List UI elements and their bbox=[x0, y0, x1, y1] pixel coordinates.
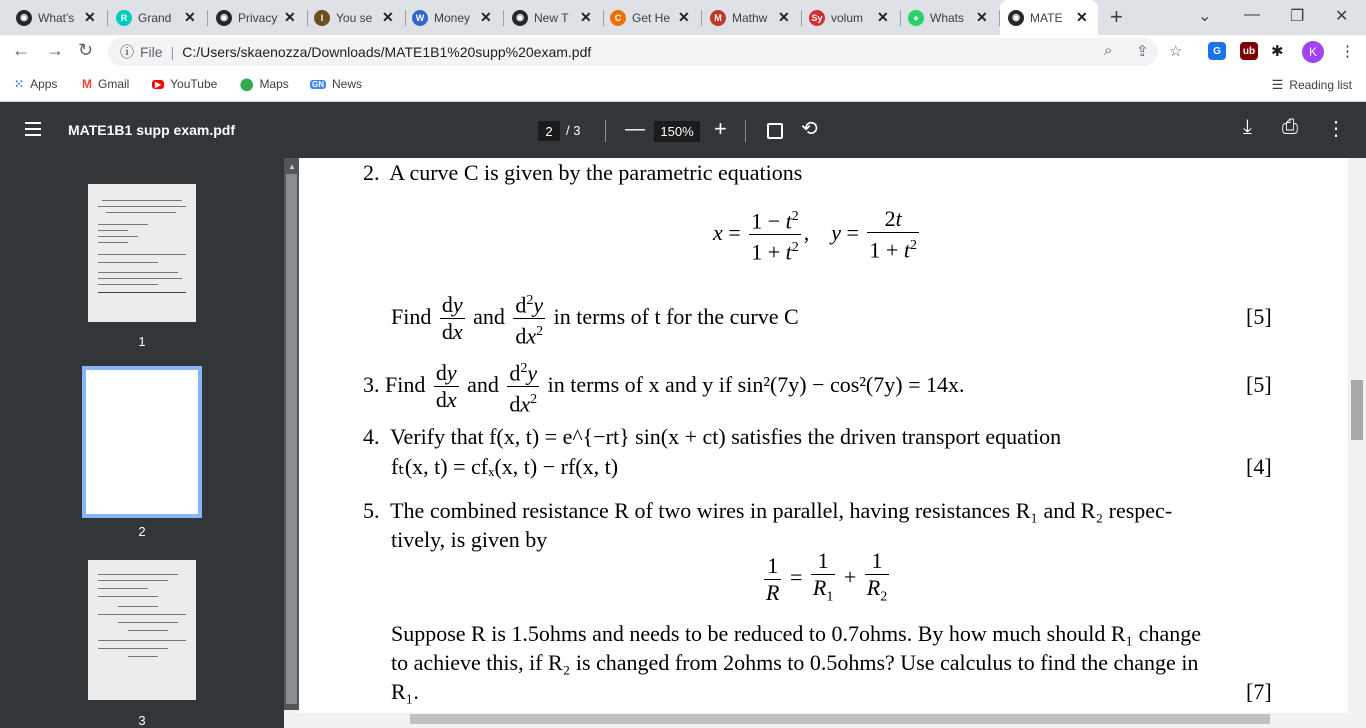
thumbnail-number: 2 bbox=[138, 524, 146, 539]
close-tab-icon[interactable]: ✕ bbox=[480, 9, 492, 25]
pdf-page bbox=[299, 158, 1348, 713]
bookmark-label: YouTube bbox=[170, 77, 218, 91]
browser-tab[interactable] bbox=[208, 0, 308, 35]
bookmark-apps[interactable] bbox=[14, 77, 57, 91]
browser-tab[interactable] bbox=[404, 0, 504, 35]
tab-title: MATE bbox=[1030, 10, 1063, 25]
question-2-intro bbox=[363, 160, 802, 186]
question-number: 3. bbox=[363, 371, 380, 397]
thumbnail-page-3[interactable] bbox=[88, 560, 196, 700]
github-icon: ◉ bbox=[1008, 10, 1024, 26]
close-tab-icon[interactable]: ✕ bbox=[877, 9, 889, 25]
page-vertical-scrollbar[interactable] bbox=[1348, 158, 1366, 713]
reload-icon[interactable]: ↻ bbox=[78, 40, 94, 60]
github-icon: ◉ bbox=[216, 10, 232, 26]
minimize-button[interactable]: — bbox=[1244, 6, 1260, 23]
tab-strip bbox=[0, 0, 1366, 35]
maps-pin-icon: ⬤ bbox=[240, 77, 254, 91]
bookmark-gmail[interactable] bbox=[82, 77, 129, 91]
reading-list-label: Reading list bbox=[1289, 78, 1352, 92]
pdf-toolbar bbox=[0, 102, 1366, 158]
find-suffix: in terms of t for the curve C bbox=[553, 303, 799, 329]
thumbnail-number: 3 bbox=[138, 713, 146, 728]
browser-tab[interactable] bbox=[504, 0, 604, 35]
close-tab-icon[interactable]: ✕ bbox=[1076, 9, 1088, 25]
sidebar-menu-icon[interactable] bbox=[25, 122, 41, 140]
question-4-line-2: fₜ(x, t) = cfₓ(x, t) − rf(x, t) bbox=[391, 454, 619, 479]
pdf-title: MATE1B1 supp exam.pdf bbox=[68, 122, 235, 138]
question-5-para-line-3: R₁. bbox=[391, 679, 419, 704]
forward-icon[interactable]: → bbox=[46, 40, 64, 60]
question-number: 5. bbox=[363, 498, 380, 523]
tab-title: What's bbox=[38, 10, 75, 25]
print-icon[interactable]: ⎙ bbox=[1282, 116, 1298, 138]
zoom-input[interactable]: 150% bbox=[654, 121, 700, 142]
bookmark-label: Maps bbox=[259, 77, 289, 91]
close-tab-icon[interactable]: ✕ bbox=[976, 9, 988, 25]
news-icon: GN bbox=[312, 79, 324, 89]
find-word: Find bbox=[385, 371, 426, 397]
chegg-icon: C bbox=[610, 10, 626, 26]
question-text: A curve C is given by the parametric equations bbox=[389, 160, 803, 185]
close-tab-icon[interactable]: ✕ bbox=[580, 9, 592, 25]
thumbnail-page-1[interactable] bbox=[88, 184, 196, 322]
address-bar[interactable] bbox=[108, 38, 1158, 66]
question-2-find: Find $\frac{dy}{dx}$ and $\frac{d^2y}{dx^2}$ in terms of t for the curve C bbox=[391, 288, 799, 350]
close-tab-icon[interactable]: ✕ bbox=[678, 9, 690, 25]
more-options-icon[interactable]: ⋮ bbox=[1326, 118, 1346, 140]
bookmark-star-icon[interactable]: ☆ bbox=[1169, 43, 1183, 60]
ublock-extension-icon[interactable]: ub bbox=[1240, 42, 1258, 60]
github-icon: ◉ bbox=[512, 10, 528, 26]
page-number-input[interactable]: 2 bbox=[538, 121, 560, 141]
tab-search-icon[interactable]: ⌄ bbox=[1198, 8, 1212, 25]
marks-q4: [4] bbox=[1246, 454, 1272, 479]
restore-button[interactable]: ❐ bbox=[1290, 8, 1305, 25]
browser-tab[interactable] bbox=[306, 0, 406, 35]
close-tab-icon[interactable]: ✕ bbox=[778, 9, 790, 25]
question-text: in terms of x and y if sin²(7y) − cos²(7y) = 14x. bbox=[547, 371, 965, 397]
share-icon[interactable]: ⇪ bbox=[1136, 43, 1149, 60]
close-tab-icon[interactable]: ✕ bbox=[184, 9, 196, 25]
close-tab-icon[interactable]: ✕ bbox=[382, 9, 394, 25]
marks-q3: [5] bbox=[1246, 372, 1272, 397]
apps-grid-icon: ⁙ bbox=[14, 77, 25, 91]
ipc-icon: I bbox=[314, 10, 330, 26]
back-icon[interactable]: ← bbox=[12, 40, 30, 60]
thumbnail-number: 1 bbox=[138, 334, 146, 349]
translate-extension-icon[interactable]: G bbox=[1208, 42, 1226, 60]
question-5-para-line-1: Suppose R is 1.5ohms and needs to be reduced to 0.7ohms. By how much should R₁ change bbox=[391, 621, 1201, 646]
page-total: / 3 bbox=[566, 123, 581, 138]
close-tab-icon[interactable]: ✕ bbox=[284, 9, 296, 25]
tab-title: Mathw bbox=[732, 10, 768, 25]
new-tab-button[interactable]: + bbox=[1110, 4, 1123, 29]
thumbnail-sidebar bbox=[0, 158, 284, 728]
download-icon[interactable]: ⤓ bbox=[1243, 116, 1252, 138]
whatsapp-icon: ● bbox=[908, 10, 924, 26]
question-text: The combined resistance R of two wires in parallel, having resistances R₁ and R₂ respec- bbox=[390, 498, 1173, 523]
tab-title: Grand bbox=[138, 10, 172, 25]
tab-title: You se bbox=[336, 10, 373, 25]
fit-page-icon[interactable] bbox=[767, 123, 783, 139]
bookmark-youtube[interactable] bbox=[152, 77, 217, 91]
question-number: 2. bbox=[363, 160, 380, 185]
browser-tab[interactable] bbox=[801, 0, 901, 35]
question-number: 4. bbox=[363, 424, 380, 449]
marks-q5: [7] bbox=[1246, 679, 1272, 704]
close-tab-icon[interactable]: ✕ bbox=[84, 9, 96, 25]
info-icon[interactable]: ⓘ bbox=[120, 44, 134, 60]
question-5-para-line-2: to achieve this, if R₂ is changed from 2ohms to 0.5ohms? Use calculus to find the change in bbox=[391, 650, 1199, 675]
find-word: Find bbox=[391, 303, 432, 329]
sidebar-scrollbar[interactable]: ▲ bbox=[284, 158, 299, 713]
question-4-line-1 bbox=[363, 424, 1061, 450]
bookmark-label: News bbox=[332, 77, 363, 91]
bookmark-label: Apps bbox=[30, 77, 58, 91]
tab-title: Money bbox=[434, 10, 471, 25]
and-word: and bbox=[473, 303, 505, 329]
parametric-equations: x = $\frac{1 - t^2}{1 + t^2}$ , y = $\frac{2t}{1 + t^2}$ bbox=[713, 204, 922, 266]
thumbnail-page-2-selected[interactable] bbox=[82, 366, 202, 518]
menu-kebab-icon[interactable]: ⋮ bbox=[1340, 43, 1355, 60]
zoom-icon[interactable]: ⌕ bbox=[1104, 42, 1113, 59]
tab-title: Privacy bbox=[238, 10, 278, 25]
browser-tab[interactable] bbox=[602, 0, 702, 35]
and-word: and bbox=[467, 371, 499, 397]
zoom-out-button[interactable]: — bbox=[625, 118, 645, 140]
profile-avatar[interactable]: K bbox=[1302, 41, 1324, 63]
bookmark-news[interactable] bbox=[310, 77, 362, 91]
browser-tab[interactable] bbox=[8, 0, 108, 35]
tab-title: Whats bbox=[930, 10, 965, 25]
tab-title: New T bbox=[534, 10, 569, 25]
rotate-icon[interactable]: ⟲ bbox=[801, 118, 818, 140]
browser-tab[interactable] bbox=[1000, 0, 1098, 35]
reading-list-icon: ☰ bbox=[1271, 77, 1284, 92]
scheme-label: File bbox=[140, 44, 163, 60]
symbolab-icon: Sy bbox=[809, 10, 825, 26]
bookmark-maps[interactable] bbox=[240, 77, 289, 91]
browser-tab[interactable] bbox=[900, 0, 1000, 35]
question-text: Verify that f(x, t) = e^{−rt} sin(x + ct) satisfies the driven transport equation bbox=[390, 424, 1062, 449]
bookmark-label: Gmail bbox=[98, 77, 130, 91]
youtube-icon: ▶ bbox=[152, 80, 164, 89]
extensions-puzzle-icon[interactable]: ✱ bbox=[1271, 43, 1284, 60]
question-5-line-1 bbox=[363, 498, 1172, 524]
zoom-in-button[interactable]: + bbox=[714, 116, 727, 141]
question-3: 3. Find $\frac{dy}{dx}$ and $\frac{d^2y}{dx^2}$ in terms of x and y if sin²(7y) − cos²(7y) = 14x. bbox=[363, 356, 965, 418]
url-text[interactable]: C:/Users/skaenozza/Downloads/MATE1B1%20supp%20exam.pdf bbox=[182, 44, 592, 60]
bookmarks-bar bbox=[0, 69, 1366, 102]
browser-tab[interactable] bbox=[702, 0, 802, 35]
github-icon: ◉ bbox=[16, 10, 32, 26]
browser-tab[interactable] bbox=[108, 0, 208, 35]
mathworks-icon: M bbox=[710, 10, 726, 26]
tab-title: volum bbox=[831, 10, 864, 25]
toolbar-divider bbox=[605, 120, 606, 142]
tab-title: Get He bbox=[632, 10, 671, 25]
wiki-icon: W bbox=[412, 10, 428, 26]
rg-icon: R bbox=[116, 10, 132, 26]
browser-toolbar bbox=[0, 35, 1366, 69]
close-window-button[interactable]: ✕ bbox=[1335, 8, 1349, 25]
divider: | bbox=[170, 44, 175, 60]
question-5-line-2: tively, is given by bbox=[391, 527, 548, 552]
gmail-icon: M bbox=[82, 77, 92, 91]
toolbar-divider bbox=[745, 120, 746, 142]
marks-q2: [5] bbox=[1246, 304, 1272, 329]
reading-list-button[interactable] bbox=[1272, 77, 1352, 93]
resistance-equation: $\frac{1}{R}$ = $\frac{1}{R_1}$ + $\frac{1}{R_2}$ bbox=[766, 548, 888, 605]
